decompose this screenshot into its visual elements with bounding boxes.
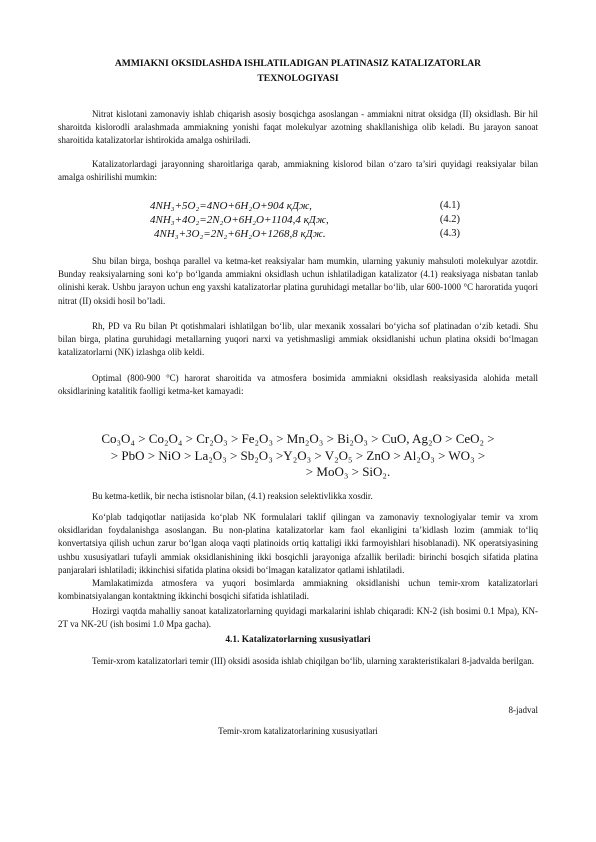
paragraph-10: Temir-xrom katalizatorlari temir (III) oksidi asosida ishlab chiqilgan bo‘lib, ularning xarakteristikalari 8-jadvalda berilgan. <box>92 656 535 666</box>
table-label: 8-jadval <box>508 705 538 715</box>
paragraph-3: Shu bilan birga, boshqa parallel va ketma-ket reaksiyalar ham mumkin, ularning yakuniy mahsuloti molekulyar azotdir. Bunday reaksiyalarning soni ko‘p bo‘lganda ammiakni oksidlash uchun ishlatiladigan katalizator (4.1) reaksiyaga nisbatan tanlab olinishi kerak. Ushbu jarayon uchun eng yaxshi katalizatorlar platina guruhidagi metallar bo‘lib, ular 600-1000 °C haroratida yuqori nitrat (II) oksidi hosil bo’ladi. <box>58 256 538 306</box>
equation-formula: 4NH₃+4O₂=2N₂O+6H₂O+1104,4 кДж, <box>150 214 329 226</box>
title-line-2: TEXNOLOGIYASI <box>257 73 339 84</box>
reaction-equations <box>150 199 460 241</box>
paragraph-4: Rh, PD va Ru bilan Pt qotishmalari ishlatilgan bo‘lib, ular mexanik xossalari bo‘yicha sof platinadan o‘zib ketadi. Shu bilan birga, platina guruhidagi metallarning yuqori narxi va yetishmasligi ammiak oksidlanishi uchun platina oksidi bo‘lmagan katalizatorlarni (NK) izlashga olib keldi. <box>58 321 538 358</box>
series-line-3: > MoO₃ > SiO₂. <box>305 464 391 479</box>
oxide-activity-series <box>40 431 556 481</box>
equation-formula: 4NH₃+3O₂=2N₂+6H₂O+1268,8 кДж. <box>154 228 326 240</box>
section-heading: 4.1. Katalizatorlarning xususiyatlari <box>225 635 371 645</box>
series-line-1: Co₃O₄ > Co₂O₄ > Cr₂O₃ > Fe₂O₃ > Mn₂O₃ > Bi₂O₃ > CuO, Ag₂O > CeO₂ > <box>101 431 495 446</box>
equation-formula: 4NH₃+5O₂=4NO+6H₂O+904 кДж, <box>150 200 312 212</box>
paragraph-7: Ko‘plab tadqiqotlar natijasida ko‘plab NK formulalari taklif qilingan va zamonaviy texnologiyalar temir va xrom oksidlaridan foydalanishga asoslangan. Bu non-platina katalizatorlar kam faol ekanligini ta’kidlash lozim (ammiak to‘liq konvertatsiya qilish uchun zarur bo‘lgan aloqa vaqti platinoids ortiq kattaligi ikki farmoyishlari hisoblanadi). NK operatsiyasining ushbu xususiyatlari tufayli ammiak oksidlanishining ikki bosqichli jarayoniga afzallik beriladi: birinchi bosqich sifatida platina panjaralari ishlatiladi; ikkinchisi sifatida platina oksidi bo‘lmagan katalizator qatlami ishlatiladi. <box>58 512 538 575</box>
equation-row <box>150 213 460 227</box>
equation-number: (4.2) <box>439 214 460 225</box>
equation-number: (4.1) <box>439 200 460 211</box>
paragraph-6: Bu ketma-ketlik, bir necha istisnolar bilan, (4.1) reaksion selektivlikka xosdir. <box>92 491 373 501</box>
paragraph-2: Katalizatorlardagi jarayonning sharoitlariga qarab, ammiakning kislorod bilan o‘zaro ta’siri quyidagi reaksiyalar bilan amalga oshirilishi mumkin: <box>58 159 538 183</box>
document-title <box>70 56 526 86</box>
title-line-1: AMMIAKNI OKSIDLASHDA ISHLATILADIGAN PLATINASIZ KATALIZATORLAR <box>114 58 482 69</box>
paragraph-5: Optimal (800-900 °C) harorat sharoitida va atmosfera bosimida ammiakni oksidlash reaksiyasida alohida metall oksidlarining katalitik faolligi ketma-ket kamayadi: <box>58 373 538 397</box>
paragraph-1: Nitrat kislotani zamonaviy ishlab chiqarish asosiy bosqichga asoslangan - ammiakni nitrat oksidga (II) oksidlash. Bir hil sharoitda kislorodli aralashmada ammiakning yonishi faqat molekulyar azotning shakllanishiga olib keladi. Bu jarayon sanoat sharoitida katalizatorlar ishtirokida amalga oshiriladi. <box>58 109 538 146</box>
paragraph-9: Hozirgi vaqtda mahalliy sanoat katalizatorlarning quyidagi markalarini ishlab chiqaradi: KN-2 (ish bosimi 0.1 Mpa), KN-2T va NK-2U (ish bosimi 1.0 Mpa gacha). <box>58 606 538 630</box>
series-line-2: > PbO > NiO > La₂O₃ > Sb₂O₃ >Y₂O₃ > V₂O₅ > ZnO > Al₂O₃ > WO₃ > <box>110 447 486 463</box>
table-caption: Temir-xrom katalizatorlarining xususiyatlari <box>218 726 378 736</box>
paragraph-8: Mamlakatimizda atmosfera va yuqori bosimlarda ammiakning oksidlanishi uchun temir-xrom katalizatorlari kombinatsiyalangan kontaktning ikkinchi bosqichi sifatida ishlatiladi. <box>58 578 538 602</box>
equation-row <box>150 199 460 213</box>
equation-row <box>150 227 460 241</box>
equation-number: (4.3) <box>439 228 460 239</box>
